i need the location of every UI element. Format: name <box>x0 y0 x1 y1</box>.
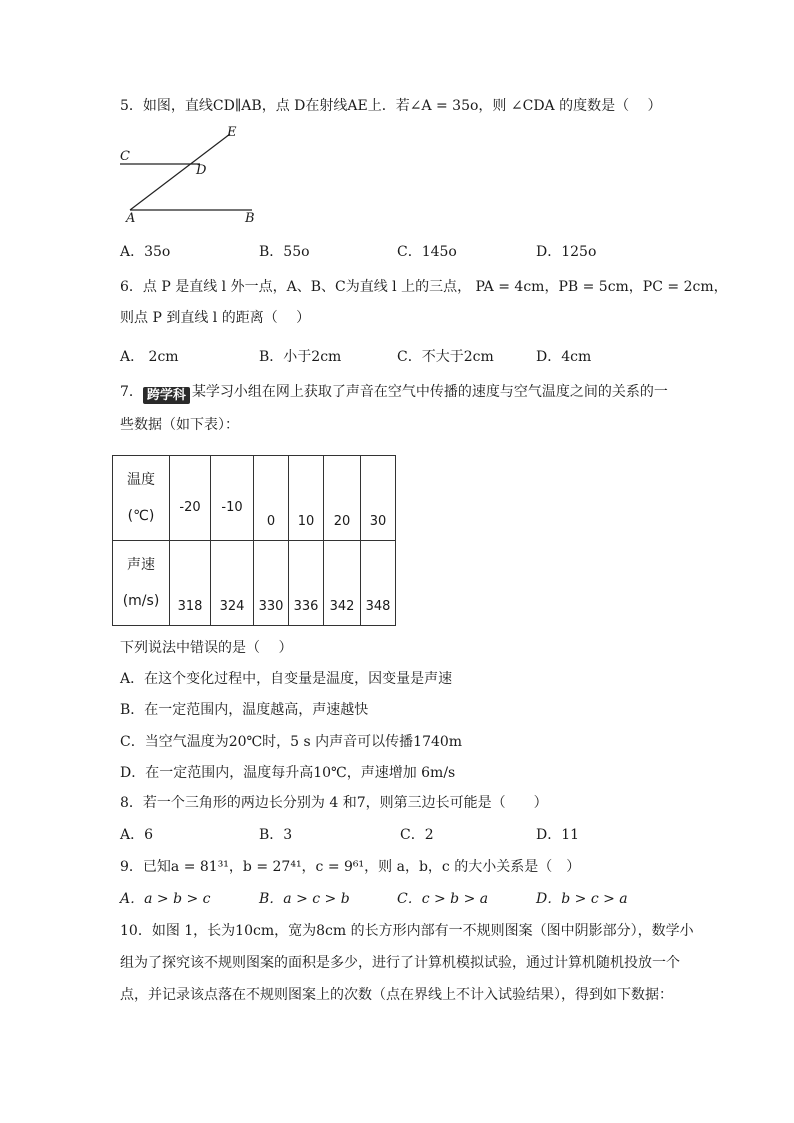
q8-option-a: A．6 <box>120 827 154 843</box>
q6-option-c: C．不大于2cm <box>397 349 494 365</box>
table-cell: 348 <box>361 541 396 626</box>
q5-figure <box>112 124 272 224</box>
q6-option-d: D．4cm <box>536 349 592 365</box>
label-e: E <box>227 125 237 140</box>
q8-option-c: C．2 <box>400 827 434 843</box>
q8-stem: 8．若一个三角形的两边长分别为 4 和7，则第三边长可能是（ ） <box>120 795 548 811</box>
q5-option-a: A．35o <box>120 244 171 260</box>
table-cell: 10 <box>289 456 324 541</box>
table-cell: 0 <box>254 456 289 541</box>
q8-option-b: B．3 <box>259 827 293 843</box>
table-cell: 324 <box>211 541 254 626</box>
subject-logo: 跨学科 <box>143 387 190 404</box>
q8-option-d: D．11 <box>536 827 580 843</box>
q9-option-a: A．a > b > c <box>120 891 211 907</box>
speed-temperature-table <box>112 455 396 626</box>
q10-line2: 组为了探究该不规则图案的面积是多少，进行了计算机模拟试验，通过计算机随机投放一个 <box>120 955 680 971</box>
q7-question: 下列说法中错误的是（ ） <box>120 640 293 656</box>
row-header-temperature: 温度 (℃) <box>113 456 170 541</box>
table-cell: 330 <box>254 541 289 626</box>
q7-stem-line2: 些数据（如下表）： <box>120 417 239 433</box>
table-cell: -10 <box>211 456 254 541</box>
q7-option-d: D．在一定范围内，温度每升高10℃，声速增加 6m/s <box>120 765 456 781</box>
label-a: A <box>126 211 136 224</box>
q9-option-d: D．b > c > a <box>536 891 628 907</box>
q7-option-a: A．在这个变化过程中，自变量是温度，因变量是声速 <box>120 671 453 687</box>
q7-option-b: B．在一定范围内，温度越高，声速越快 <box>120 702 369 718</box>
ray-ae <box>130 134 230 210</box>
q7-stem-line1 <box>120 381 668 404</box>
q7-number: 7． <box>120 384 143 400</box>
q6-option-b: B．小于2cm <box>259 349 342 365</box>
q7-option-c: C．当空气温度为20℃时，5 s 内声音可以传播1740m <box>120 734 463 750</box>
label-b: B <box>245 211 255 224</box>
table-cell: 336 <box>289 541 324 626</box>
q9-option-c: C．c > b > a <box>397 891 489 907</box>
label-d: D <box>196 163 207 178</box>
table-cell: 342 <box>324 541 361 626</box>
table-row <box>113 541 396 626</box>
q9-option-b: B．a > c > b <box>259 891 350 907</box>
q5-option-b: B．55o <box>259 244 310 260</box>
q10-line1: 10．如图 1，长为10cm，宽为8cm 的长方形内部有一不规则图案（图中阴影部分），数学小 <box>120 923 694 939</box>
q5-option-c: C．145o <box>397 244 457 260</box>
label-c: C <box>120 149 130 164</box>
q6-stem-line2: 则点 P 到直线 l 的距离（ ） <box>120 310 311 326</box>
q6-stem-line1: 6．点 P 是直线 l 外一点，A、B、C为直线 l 上的三点， PA = 4cm，PB = 5cm，PC = 2cm， <box>120 279 728 295</box>
table-cell: 318 <box>170 541 211 626</box>
q7-stem-text: 某学习小组在网上获取了声音在空气中传播的速度与空气温度之间的关系的一 <box>191 384 668 400</box>
q6-option-a: A． 2cm <box>120 349 179 365</box>
q5-stem: 5．如图，直线CD∥AB，点 D在射线AE上．若∠A = 35o，则 ∠CDA 的度数是（ ） <box>120 98 662 114</box>
q10-line3: 点，并记录该点落在不规则图案上的次数（点在界线上不计入试验结果），得到如下数据： <box>120 987 673 1003</box>
table-cell: 20 <box>324 456 361 541</box>
table-row <box>113 456 396 541</box>
q9-stem: 9．已知a = 81³¹，b = 27⁴¹，c = 9⁶¹，则 a，b，c 的大小关系是（ ） <box>120 859 581 875</box>
row-header-speed: 声速 (m/s) <box>113 541 170 626</box>
q5-option-d: D．125o <box>536 244 597 260</box>
table-cell: 30 <box>361 456 396 541</box>
table-cell: -20 <box>170 456 211 541</box>
